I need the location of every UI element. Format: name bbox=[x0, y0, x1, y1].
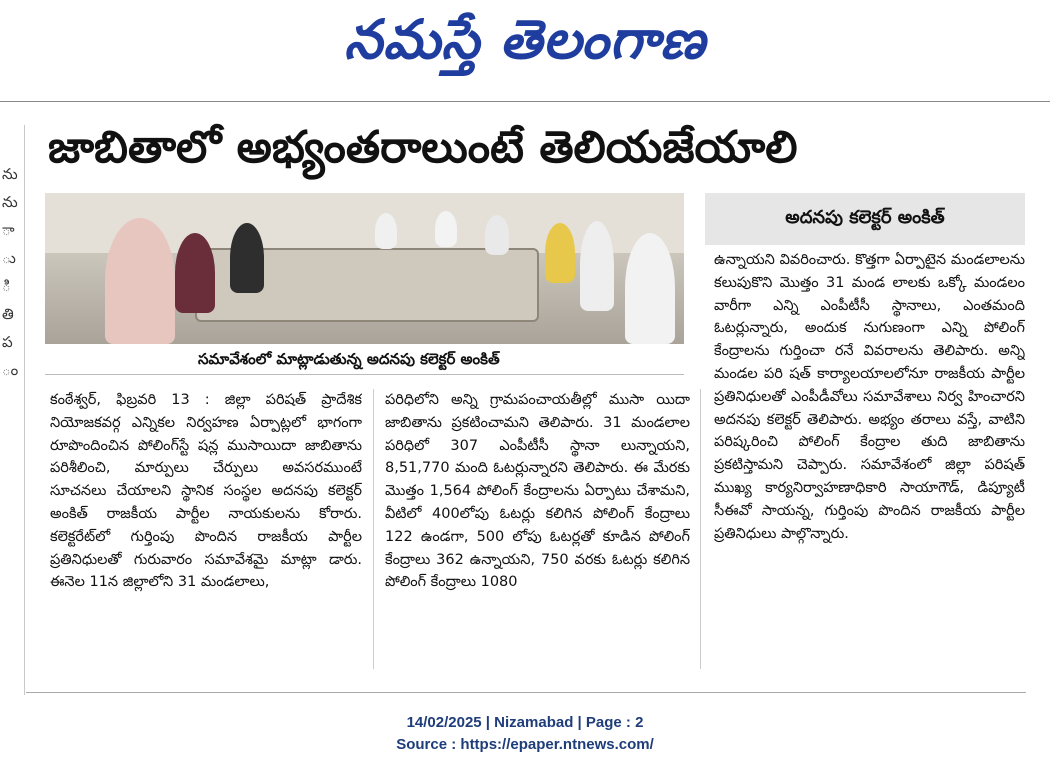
caption-divider bbox=[45, 374, 684, 375]
photo-person bbox=[105, 218, 175, 344]
byline-title: అదనపు కలెక్టర్ అంకిత్ bbox=[785, 207, 945, 228]
article-column-1: కంఠేశ్వర్, ఫిబ్రవరి 13 : జిల్లా పరిషత్ ప్రాదేశిక నియోజకవర్గ ఎన్నికల నిర్వహణ ఏర్పాట్లలో భాగంగా రూపొందించిన పోలింగ్‌స్టే షన్ల ముసాయిదా జాబితాను పరిశీలించి, మార్పులు చేర్పులు అవసరముంటే సూచనలు చేయాలని స్థానిక సంస్థల అదనపు కలెక్టర్ అంకిత్ రాజకీయ పార్టీల నాయకులను కోరారు. కలెక్టరేట్‌లో గుర్తింపు పొందిన రాజకీయ పార్టీల ప్రతినిధులతో గురువారం సమావేశమై మాట్లా డారు. ఈనెల 11న జిల్లాలోని 31 మండలాలు, bbox=[50, 392, 362, 591]
column-divider bbox=[700, 389, 701, 669]
gutter-glyph: ను bbox=[2, 193, 18, 211]
article-column-3: ఉన్నాయని వివరించారు. కొత్తగా ఏర్పాటైన మండలాలను కలుపుకొని మొత్తం 31 మండ లాలకు ఒక్కో మండలం వారీగా ఎన్ని ఎంపీటీసీ స్థానాలు, ఎంతమంది ఓటర్లున్నారు, అందుక నుగుణంగా ఎన్ని పోలింగ్ కేంద్రాలను గుర్తించా రనే వివరాలను తెలిపారు. అన్ని మండల పరి షత్ కార్యాలయాలలోనూ రాజకీయ పార్టీల ప్రతినిధులతో ఎంపీడీవోలు సమావేశాలు నిర్వ హించారని అదనపు కలెక్టర్ తెలిపారు. అభ్యం తరాలు వస్తే, వాటిని పరిష్కరించి పోలింగ్ కేంద్రాల తుది జాబితాను ప్రకటిస్తామని చెప్పారు. సమావేశంలో జిల్లా పరిషత్ ముఖ్య కార్యనిర్వాహణాధికారి సాయాగౌడ్, డిప్యూటీ సీఈవో సాయన్న, గుర్తింపు పొందిన రాజకీయ పార్టీల ప్రతినిధులు పాల్గొన్నారు. bbox=[714, 252, 1025, 542]
adjacent-article-fragment bbox=[2, 160, 20, 384]
article-bottom-divider bbox=[26, 692, 1026, 693]
photo-person bbox=[375, 213, 397, 249]
masthead bbox=[0, 0, 1050, 90]
photo-person bbox=[580, 221, 614, 311]
gutter-glyph: ి bbox=[2, 277, 11, 295]
masthead-divider bbox=[0, 101, 1050, 102]
photo-person bbox=[175, 233, 215, 313]
gutter-glyph: ప bbox=[2, 333, 13, 351]
source-link[interactable]: Source : https://epaper.ntnews.com/ bbox=[396, 736, 654, 753]
photo-caption: సమావేశంలో మాట్లాడుతున్న అదనపు కలెక్టర్ అంకిత్ bbox=[198, 350, 500, 368]
article-column-2: పరిధిలోని అన్ని గ్రామపంచాయతీల్లో ముసా యిదా జాబితాను ప్రకటించామని తెలిపారు. 31 మండలాల పరిధిలో 307 ఎంపీటీసీ స్థానా లున్నాయని, 8,51,770 మంది ఓటర్లున్నారని తెలిపారు. ఈ మేరకు మొత్తం 1,564 పోలింగ్ కేంద్రాలను ఏర్పాటు చేశామని, వీటిలో 400లోపు ఓటర్లు కలిగిన పోలింగ్ కేంద్రాలు 122 ఉండగా, 500 లోపు ఓటర్లతో కూడిన పోలింగ్ కేంద్రాలు 362 ఉన్నాయని, 750 వరకు ఓటర్లు కలిగిన పోలింగ్ కేంద్రాలు 1080 bbox=[385, 392, 690, 591]
byline-box bbox=[705, 193, 1025, 245]
page-footer bbox=[0, 712, 1050, 756]
photo-person bbox=[435, 211, 457, 247]
meeting-photo bbox=[45, 193, 684, 344]
gutter-glyph: ను bbox=[2, 165, 18, 183]
newspaper-logo: నమస్తే తెలంగాణ bbox=[344, 8, 706, 71]
photo-person bbox=[545, 223, 575, 283]
column-divider-left bbox=[24, 125, 25, 695]
gutter-glyph: ం bbox=[2, 361, 19, 379]
column-divider bbox=[373, 389, 374, 669]
gutter-glyph: ా bbox=[2, 221, 15, 239]
article-headline: జాబితాలో అభ్యంతరాలుంటే తెలియజేయాలి bbox=[48, 122, 798, 173]
gutter-glyph: ు bbox=[2, 249, 16, 267]
photo-person bbox=[485, 215, 509, 255]
gutter-glyph: తి bbox=[2, 305, 14, 323]
edition-info: 14/02/2025 | Nizamabad | Page : 2 bbox=[406, 714, 644, 731]
photo-person bbox=[230, 223, 264, 293]
photo-person bbox=[625, 233, 675, 344]
